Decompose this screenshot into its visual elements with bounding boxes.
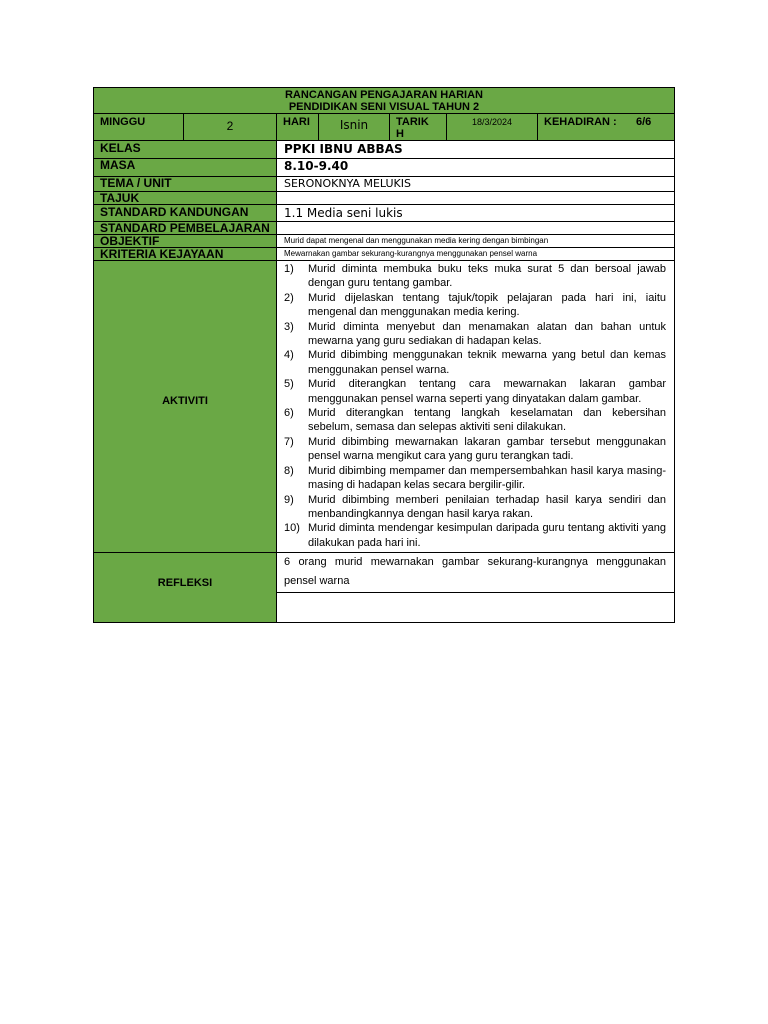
- tema-value: SERONOKNYA MELUKIS: [284, 177, 411, 190]
- refleksi-text-cell: [276, 552, 674, 592]
- hari-value: Isnin: [339, 118, 369, 132]
- aktiviti-item: [277, 320, 674, 349]
- sk-value-cell: [276, 204, 674, 221]
- kelas-value: PPKI IBNU ABBAS: [284, 142, 403, 156]
- hari-label-cell: [276, 113, 318, 140]
- minggu-label-cell: [94, 113, 183, 140]
- sp-label-cell: [94, 221, 276, 234]
- hari-value-cell: [318, 113, 389, 140]
- masa-label-cell: [94, 158, 276, 176]
- aktiviti-item-number: 4): [284, 349, 294, 362]
- kriteria-value: Mewarnakan gambar sekurang-kurangnya menggunakan pensel warna: [284, 249, 538, 258]
- aktiviti-item-number: 3): [284, 320, 294, 333]
- aktiviti-item-text: Murid dibimbing memberi penilaian terhadap hasil karya sendiri dan menbandingkannya dengan hasil karya rakan.: [308, 493, 666, 520]
- aktiviti-item: [277, 377, 674, 406]
- aktiviti-item: [277, 406, 674, 435]
- aktiviti-list: [277, 262, 674, 550]
- masa-value: 8.10-9.40: [284, 159, 349, 173]
- title-line2: PENDIDIKAN SENI VISUAL TAHUN 2: [288, 101, 480, 113]
- kelas-label: KELAS: [100, 141, 141, 155]
- aktiviti-item-text: Murid dibimbing mewarnakan lakaran gambar tersebut menggunakan pensel warna mengikut cara yang guru terangkan tadi.: [308, 435, 666, 463]
- tajuk-value-cell: [276, 191, 674, 204]
- masa-label: MASA: [100, 158, 136, 172]
- tajuk-label-cell: [94, 191, 276, 204]
- minggu-value-cell: [183, 113, 276, 140]
- tarikh-value-cell: [446, 113, 537, 140]
- tarikh-label-cell: [389, 113, 446, 140]
- aktiviti-item: [277, 435, 674, 464]
- aktiviti-item: [277, 521, 674, 550]
- refleksi-text: 6 orang murid mewarnakan gambar sekurang-kurangnya menggunakan pensel warna: [284, 556, 666, 587]
- tarikh-label-line2: H: [396, 128, 404, 140]
- aktiviti-item-text: Murid diminta menyebut dan menamakan alatan dan bahan untuk mewarna yang guru sediakan di hadapan kelas.: [308, 320, 666, 348]
- objektif-value-cell: [276, 234, 674, 247]
- aktiviti-item-text: Murid dibimbing menggunakan teknik mewarna yang betul dan kemas menggunakan pensel warna.: [308, 349, 666, 376]
- title-block: [94, 88, 674, 113]
- hari-label: HARI: [283, 116, 310, 128]
- tarikh-label-line1: TARIK: [396, 116, 429, 128]
- sk-label: STANDARD KANDUNGAN: [100, 205, 249, 219]
- tema-value-cell: [276, 176, 674, 191]
- aktiviti-item: [277, 262, 674, 291]
- aktiviti-label-cell: [94, 260, 276, 552]
- aktiviti-item-text: Murid diminta mendengar kesimpulan daripada guru tentang aktiviti yang dilakukan pada hari ini.: [308, 522, 666, 549]
- aktiviti-item-text: Murid diterangkan tentang langkah keselamatan dan kebersihan sebelum, semasa dan selepas aktiviti seni dilakukan.: [308, 407, 666, 434]
- aktiviti-item-number: 8): [284, 464, 294, 477]
- aktiviti-item-number: 6): [284, 407, 294, 420]
- objektif-label: OBJEKTIF: [100, 234, 160, 247]
- sk-value: 1.1 Media seni lukis: [284, 206, 403, 220]
- kehadiran-label: KEHADIRAN :: [544, 116, 617, 128]
- aktiviti-item-number: 10): [284, 522, 300, 535]
- tarikh-value: 18/3/2024: [471, 117, 513, 127]
- aktiviti-item: [277, 348, 674, 377]
- refleksi-extra-cell: [276, 592, 674, 622]
- aktiviti-item-text: Murid diterangkan tentang cara mewarnakan lakaran gambar menggunakan pensel warna seperti yang dinyatakan dalam gambar.: [308, 378, 666, 405]
- objektif-label-cell: [94, 234, 276, 247]
- sk-label-cell: [94, 204, 276, 221]
- objektif-value: Murid dapat mengenal dan menggunakan media kering dengan bimbingan: [284, 236, 549, 245]
- aktiviti-item-number: 9): [284, 493, 294, 506]
- aktiviti-item-number: 1): [284, 263, 294, 275]
- aktiviti-list-cell: [276, 260, 674, 552]
- tema-label: TEMA / UNIT: [100, 176, 172, 190]
- kriteria-value-cell: [276, 247, 674, 260]
- rph-table: [93, 87, 675, 623]
- aktiviti-item-number: 7): [284, 435, 294, 448]
- tajuk-label: TAJUK: [100, 191, 140, 204]
- sp-label: STANDARD PEMBELAJARAN: [100, 221, 270, 234]
- minggu-value: 2: [226, 119, 234, 133]
- minggu-label: MINGGU: [100, 116, 146, 128]
- masa-value-cell: [276, 158, 674, 176]
- aktiviti-item-number: 2): [284, 291, 294, 304]
- kelas-value-cell: [276, 140, 674, 158]
- aktiviti-item-text: Murid dibimbing mempamer dan mempersembahkan hasil karya masing-masing di hadapan kelas secara bergilir-gilir.: [308, 464, 666, 492]
- kehadiran-value: 6/6: [636, 116, 652, 128]
- title-line1: RANCANGAN PENGAJARAN HARIAN: [284, 89, 483, 101]
- aktiviti-item-text: Murid diminta membuka buku teks muka surat 5 dan bersoal jawab dengan guru tentang gambar.: [308, 263, 666, 290]
- aktiviti-label: AKTIVITI: [162, 395, 208, 407]
- aktiviti-item-number: 5): [284, 378, 294, 391]
- kehadiran-cell: [537, 113, 674, 140]
- kriteria-label: KRITERIA KEJAYAAN: [100, 247, 224, 260]
- kriteria-label-cell: [94, 247, 276, 260]
- tema-label-cell: [94, 176, 276, 191]
- refleksi-label: REFLEKSI: [157, 577, 213, 589]
- aktiviti-item: [277, 464, 674, 493]
- aktiviti-item: [277, 291, 674, 320]
- refleksi-label-cell: [94, 552, 276, 622]
- aktiviti-item-text: Murid dijelaskan tentang tajuk/topik pelajaran pada hari ini, iaitu mengenal dan menggunakan media kering.: [308, 291, 666, 319]
- aktiviti-item: [277, 493, 674, 522]
- sp-value-cell: [276, 221, 674, 234]
